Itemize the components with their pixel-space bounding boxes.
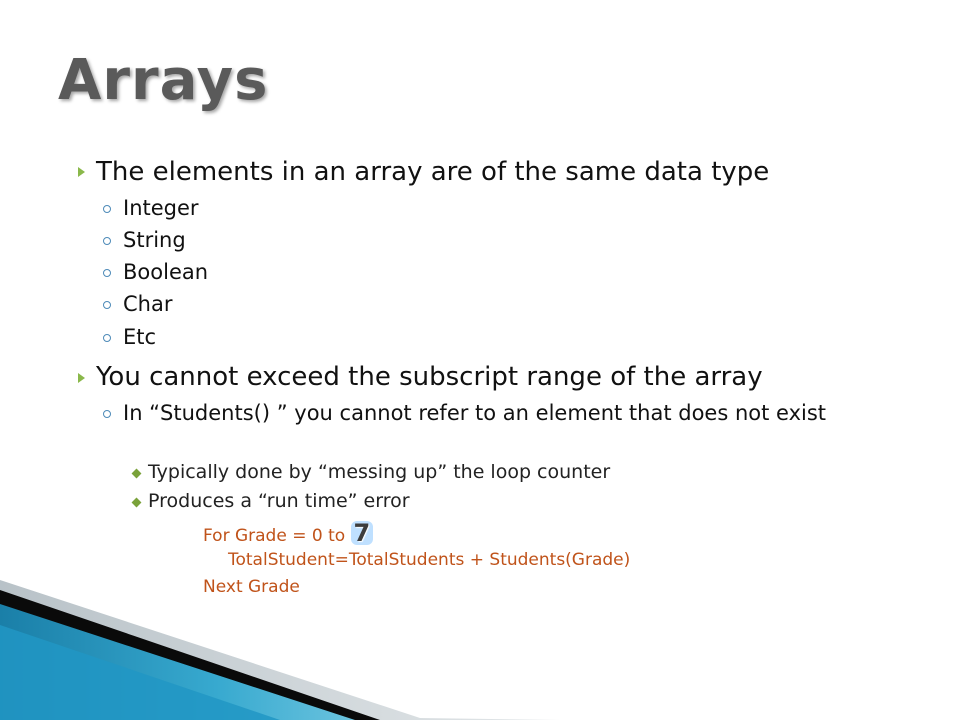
bullet-same-type: The elements in an array are of the same data type <box>96 157 770 187</box>
sub-bullet-circle-icon <box>103 269 111 277</box>
type-char: Char <box>123 292 173 316</box>
code-for-text: For Grade = 0 to <box>203 526 346 546</box>
code-line-for <box>203 521 373 546</box>
type-string: String <box>123 228 186 252</box>
code-line-next: Next Grade <box>203 577 300 597</box>
bullet-subscript-range: You cannot exceed the subscript range of the array <box>96 362 763 392</box>
detail-run-time-error: Produces a “run time” error <box>148 490 410 512</box>
highlighted-seven: 7 <box>351 521 374 545</box>
detail-diamond-icon <box>132 498 142 508</box>
type-boolean: Boolean <box>123 260 209 284</box>
type-etc: Etc <box>123 325 157 349</box>
code-line-total: TotalStudent=TotalStudents + Students(Grade) <box>228 550 631 570</box>
sub-bullet-circle-icon <box>103 334 111 342</box>
slide-title: Arrays <box>58 48 269 113</box>
detail-diamond-icon <box>132 469 142 479</box>
sub-bullet-circle-icon <box>103 301 111 309</box>
detail-loop-counter: Typically done by “messing up” the loop counter <box>148 461 611 483</box>
type-integer: Integer <box>123 196 199 220</box>
decorative-swoosh <box>0 580 560 720</box>
bullet-triangle-icon <box>78 167 85 177</box>
subscript-note: In “Students() ” you cannot refer to an element that does not exist <box>123 401 827 425</box>
bullet-triangle-icon <box>78 373 85 383</box>
sub-bullet-circle-icon <box>103 237 111 245</box>
sub-bullet-circle-icon <box>103 205 111 213</box>
sub-bullet-circle-icon <box>103 410 111 418</box>
